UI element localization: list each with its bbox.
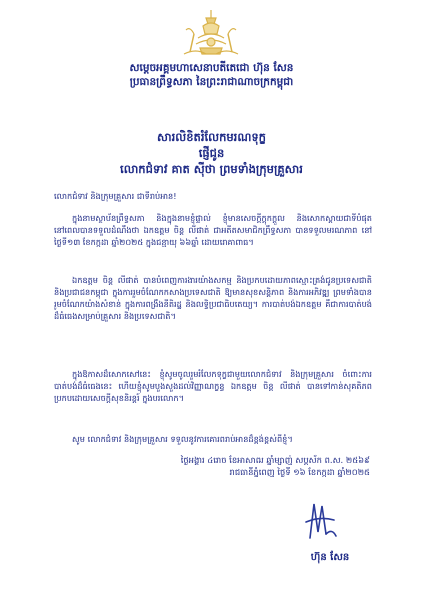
- salutation: លោកជំទាវ និងក្រុមគ្រួសារ ជាទីរាប់អាន!: [54, 191, 177, 201]
- letter-title: សារលិខិតរំលែកមរណទុក្ខ: [157, 130, 266, 144]
- royal-emblem-icon: [176, 8, 246, 58]
- paragraph-1: ក្នុងនាមស្ថាប័នព្រឹទ្ធសភា និងក្នុងនាមខ្ញុំផ្ទាល់ ខ្ញុំមានសេចក្តីក្តុកក្តួល និងសោកស្តាយជាទីបំផុត នៅពេលបានទទួលដំណឹងថា ឯកឧត្តម ចិន្ត លីផាត់ ជាអតីតសមាជិកព្រឹទ្ធសភា បានទទួលមរណភាព នៅថ្ងៃទី១៣ ខែកក្កដា ឆ្នាំ២០២៥ ក្នុងជន្មាយុ ៦៦ឆ្នាំ ដោយរោគាពាធ។: [54, 213, 372, 247]
- letter-recipient: លោកជំទាវ គាត ស៊ីថា ព្រមទាំងក្រុមគ្រួសារ: [120, 162, 303, 176]
- letterhead-position: ប្រធានព្រឹទ្ធសភា នៃព្រះរាជាណាចក្រកម្ពុជា: [129, 76, 294, 88]
- paragraph-4: សូម លោកជំទាវ និងក្រុមគ្រួសារ ទទួលនូវការគោរពរាប់អានដ៏ខ្ពង់ខ្ពស់ពីខ្ញុំ។: [72, 434, 293, 444]
- solar-date: រាជធានីភ្នំពេញ ថ្ងៃទី ១៦ ខែកក្កដា ឆ្នាំ២០២៥: [229, 467, 370, 477]
- lunar-date: ថ្ងៃអង្គារ ៤រោច ខែអាសាឍ ឆ្នាំម្សាញ់ សប្តស័ក ព.ស. ២៥៦៩: [180, 455, 370, 465]
- signature-icon: [300, 498, 340, 544]
- paragraph-3: ក្នុងឱកាសដ៏សោកសៅនេះ ខ្ញុំសូមចូលរួមរំលែកទុក្ខជាមួយលោកជំទាវ និងក្រុមគ្រួសារ ចំពោះការបាត់បង់ដ៏ធំធេងនេះ ហើយខ្ញុំសូមបួងសួងដល់វិញ្ញាណក្ខន្ធ ឯកឧត្តម ចិន្ត លីផាត់ បានទៅកាន់សុគតិភព ប្រកបដោយសេចក្តីសុខនិរន្តរ៍ ក្នុងបរលោក។: [54, 369, 372, 403]
- letter-subtitle: ផ្ញើជូន: [198, 146, 225, 160]
- signer-name: ហ៊ុន សែន: [310, 552, 350, 563]
- letterhead-name: សម្តេចអគ្គមហាសេនាបតីតេជោ ហ៊ុន សែន: [129, 62, 294, 74]
- paragraph-2: ឯកឧត្តម ចិន្ត លីផាត់ បានបំពេញការងារយ៉ាងសកម្ម និងប្រកបដោយភាពស្មោះត្រង់ជូនប្រទេសជាតិ និងប្រជាជនកម្ពុជា ក្នុងការរួមចំណែកកសាងប្រទេសជាតិ ឱ្យមានសុខសន្តិភាព និងការអភិវឌ្ឍ ព្រមទាំងបានរួមចំណែកយ៉ាងសំខាន់ ក្នុងការពង្រឹងនីតិរដ្ឋ និងលទ្ធិប្រជាធិបតេយ្យ។ ការបាត់បង់ឯកឧត្តម គឺជាការបាត់បង់ដ៏ធំធេងសម្រាប់គ្រួសារ និងប្រទេសជាតិ។: [54, 275, 372, 321]
